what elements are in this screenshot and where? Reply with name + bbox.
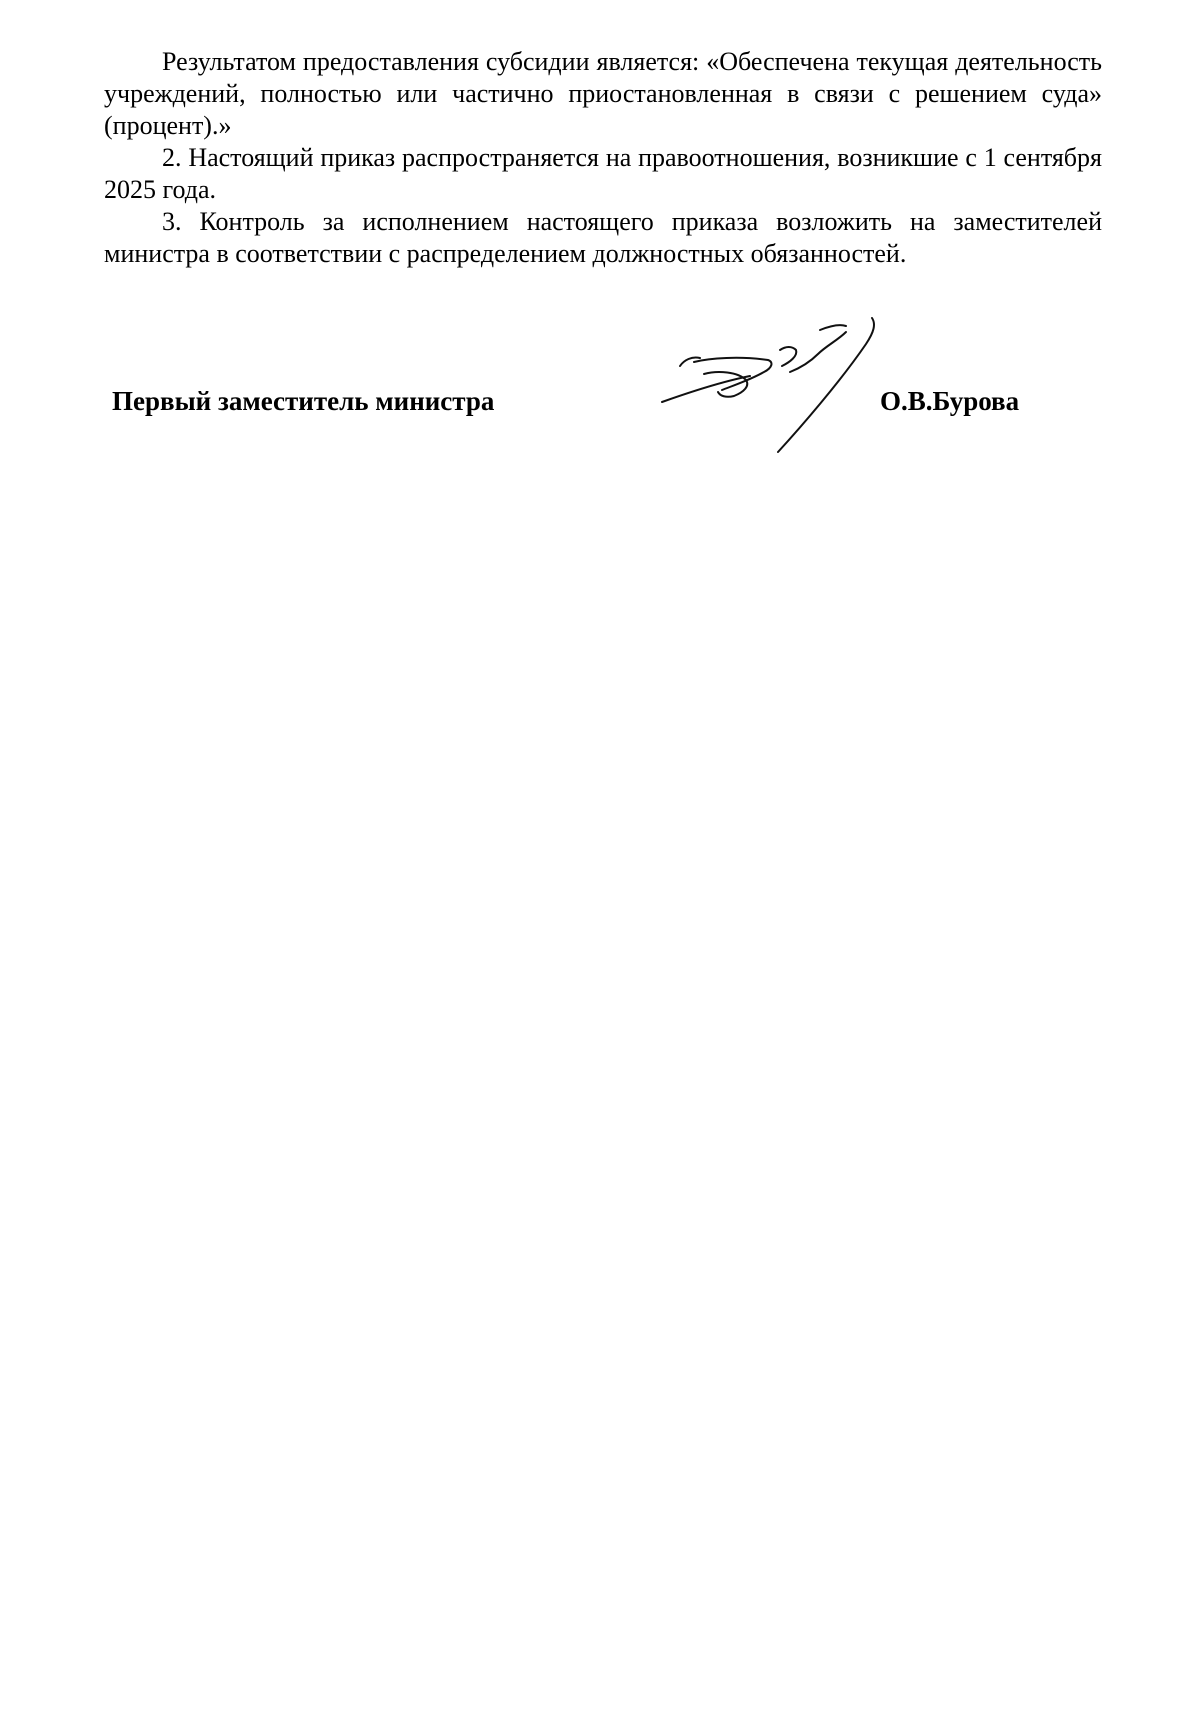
- signatory-position: Первый заместитель министра: [112, 386, 495, 416]
- paragraph-control: 3. Контроль за исполнением настоящего приказа возложить на заместителей министра в соответствии с распределением должностных обязанностей.: [104, 207, 1102, 268]
- paragraph-effective-date: 2. Настоящий приказ распространяется на правоотношения, возникшие с 1 сентября 2025 года.: [104, 143, 1102, 204]
- signature-block: [0, 310, 1200, 470]
- document-body: [104, 46, 1102, 270]
- signatory-name: О.В.Бурова: [880, 386, 1020, 416]
- paragraph-subsidy-result: Результатом предоставления субсидии является: «Обеспечена текущая деятельность учреждений, полностью или частично приостановленная в связи с решением суда» (процент).»: [104, 47, 1102, 140]
- handwritten-signature-icon: [650, 310, 900, 470]
